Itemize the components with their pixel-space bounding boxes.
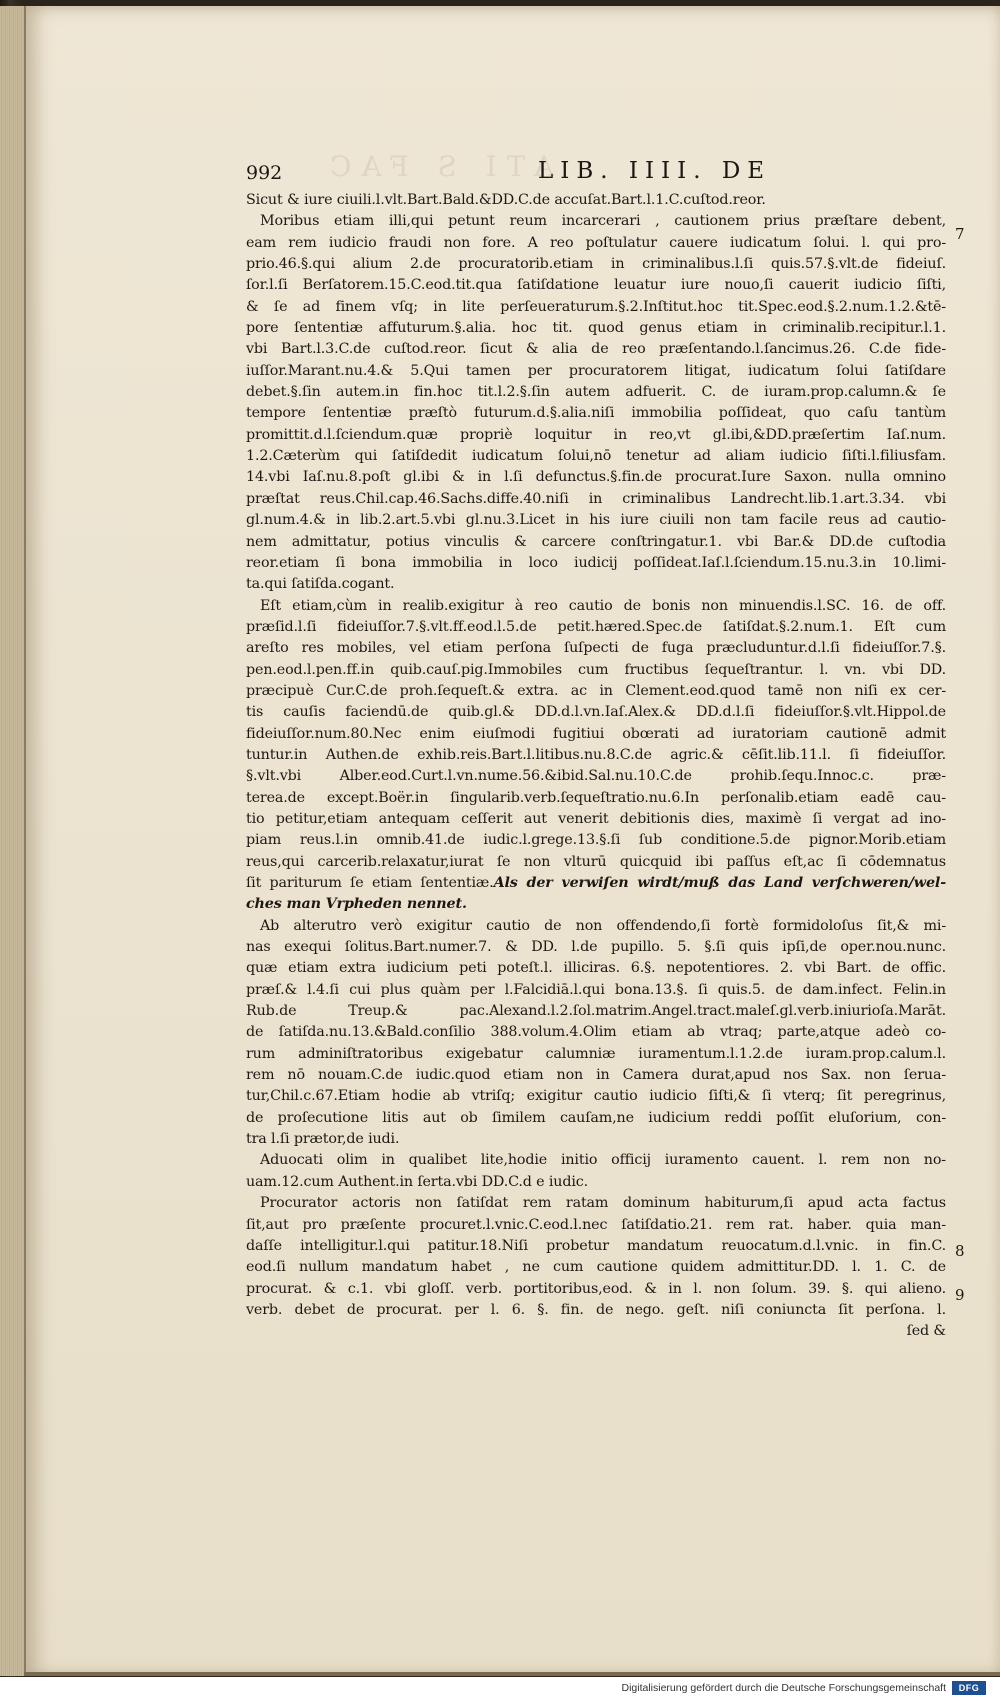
text-line: [246, 510, 946, 531]
line-latin-text: tis cauſis faciendū.de quib.gl.& DD.d.l.vn.Iaſ.Alex.& DD.d.l.ſi fideiuſſor.§.vlt.Hippol.de: [246, 704, 946, 721]
line-latin-text: præſtat reus.Chil.cap.46.Sachs.diffe.40.niſi in criminalibus Landrecht.lib.1.art.3.34. vbi: [246, 490, 946, 507]
text-line: [246, 660, 946, 681]
line-latin-text: fideiuſſor.num.80.Nec enim eiuſmodi fugitiui obœrati ad iuratoriam cautionē admit: [246, 725, 946, 742]
text-line: [246, 1044, 946, 1065]
line-latin-text: de proſecutione litis aut ob ſimilem cauſam,ne iudicium reddi poſſit eluſorium, con-: [246, 1109, 946, 1126]
line-latin-text: Sicut & iure ciuili.l.vlt.Bart.Bald.&DD.C.de accuſat.Bart.l.1.C.cuſtod.reor.: [246, 192, 766, 208]
text-line: [246, 852, 946, 873]
line-latin-text: pore ſententiæ affuturum.§.alia. hoc tit. quod genus etiam in criminalib.recipitur.l.1.: [246, 320, 946, 337]
text-line: [246, 190, 946, 211]
running-head: LIB. IIII. DE: [538, 158, 772, 184]
line-latin-text: rem nō nouam.C.de iudic.quod etiam non in Camera durat,apud nos Sax. non ſerua-: [246, 1067, 946, 1084]
text-line: [246, 1065, 946, 1086]
line-latin-text: quæ etiam extra iudicium peti poteſt.l. illiciras. 6.§. nepotentiores. 2. vbi Bart. de offic.: [246, 960, 946, 977]
text-line: [246, 617, 946, 638]
text-line: [246, 361, 946, 382]
line-latin-text: de ſatiſda.nu.13.&Bald.conſilio 388.volum.4.Olim etiam ab vtraq; parte,atque adeò co-: [246, 1024, 946, 1041]
text-line: [246, 1257, 946, 1278]
text-line: [246, 532, 946, 553]
line-latin-text: 14.vbi Iaſ.nu.8.poſt gl.ibi & in l.ſi defunctus.§.fin.de procurat.Iure Saxon. nulla omnino: [246, 469, 946, 486]
footer-credit: Digitalisierung gefördert durch die Deutsche Forschungsgemeinschaft: [621, 1682, 946, 1694]
text-line: [246, 937, 946, 958]
text-line: [246, 1172, 946, 1193]
text-line: [246, 1215, 946, 1236]
line-latin-text: reor.etiam ſi bona immobilia in loco iudicij poſſideat.Iaſ.l.ſciendum.15.nu.3.in 10.limi-: [246, 554, 946, 571]
page-bottom-edge: [24, 1672, 1000, 1676]
line-latin-text: præſid.l.ſi fideiuſſor.7.§.vlt.ff.eod.l.5.de petit.hæred.Spec.de ſatiſdat.§.2.num.1. Eſt cum: [246, 618, 946, 635]
line-latin-text: gl.num.4.& in lib.2.art.5.vbi gl.nu.3.Licet in his iure ciuili non tam facile reus ad cautio-: [246, 512, 946, 529]
line-latin-text: tra l.ſi prætor,de iudi.: [246, 1131, 400, 1148]
line-german-text: ches man Vrpheden nennet.: [246, 896, 467, 913]
text-line: [246, 254, 946, 275]
text-line: [246, 489, 946, 510]
line-latin-text: præſ.& l.4.ſi cui plus quàm per l.Falcidiā.l.qui bona.13.§. ſi quis.5. de dam.infect. Felin.in: [246, 981, 946, 998]
text-line: [246, 681, 946, 702]
text-line: [246, 574, 946, 595]
line-latin-text: §.vlt.vbi Alber.eod.Curt.l.vn.nume.56.&ibid.Sal.nu.10.C.de prohib.ſequ.Innoc.c. præ-: [246, 768, 946, 785]
text-line: [246, 596, 946, 617]
text-line: [246, 702, 946, 723]
line-latin-text: reus,qui carcerib.relaxatur,iurat ſe non vlturū quicquid ibi paſſus eſt,ac ſi cōdemnatus: [246, 853, 946, 870]
line-latin-text: verb. debet de procurat. per l. 6. §. fin. de nego. geſt. niſi coniuncta ſit perſona. l.: [246, 1301, 946, 1318]
text-line: [246, 1108, 946, 1129]
text-line: [246, 275, 946, 296]
text-line: [246, 446, 946, 467]
line-latin-text: ſor.l.ſi Berſatorem.15.C.eod.tit.qua ſatiſdatione leuatur iure nouo,ſi cauerit iudicio ſiſti,: [246, 277, 946, 294]
line-latin-text: iuſſor.Marant.nu.4.& 5.Qui tamen per procuratorem litigat, iudicatum ſolui ſatiſdare: [246, 362, 946, 379]
line-latin-text: debet.§.ſin autem.in fin.hoc tit.l.2.§.ſin autem adfuerit. C. de iuram.prop.calumn.& ſe: [246, 384, 946, 401]
text-line: [246, 1022, 946, 1043]
line-latin-text: procurat. & c.1. vbi gloſſ. verb. portitoribus,eod. & in l. non ſolum. 39. §. qui alieno.: [246, 1280, 946, 1297]
line-latin-text: tuntur.in Authen.de exhib.reis.Bart.l.litibus.nu.8.C.de agric.& cēſit.lib.11.l. ſi fideiuſſor.: [246, 746, 946, 763]
line-latin-text: vbi Bart.l.3.C.de cuſtod.reor. ſicut & alia de reo præſentando.l.ſancimus.26. C.de fide-: [246, 341, 946, 358]
text-line: [246, 1300, 946, 1321]
text-line: [246, 553, 946, 574]
show-through-text: ATI S FAC: [320, 150, 555, 183]
margin-number-8: 8: [955, 1242, 965, 1260]
text-line: [246, 745, 946, 766]
text-line: [246, 1086, 946, 1107]
margin-number-9: 9: [955, 1286, 965, 1304]
line-latin-text: ſit pariturum ſe etiam ſententiæ.: [246, 875, 494, 891]
line-latin-text: areſto res mobiles, vel etiam perſona ſuſpecti de fuga præcluduntur.d.l.ſi fideiuſſor.7.§.: [246, 640, 946, 657]
text-line: [246, 339, 946, 360]
text-line: [246, 916, 946, 937]
line-latin-text: daſſe intelligitur.l.qui patitur.18.Niſi probetur mandatum reuocatum.d.l.vnic. in fin.C.: [246, 1237, 946, 1254]
page-number: 992: [246, 162, 283, 184]
line-latin-text: piam reus.l.in omnib.41.de iudic.l.grege.13.§.ſi ſub conditione.5.de pignor.Morib.etiam: [246, 832, 946, 849]
line-latin-text: Aduocati olim in qualibet lite,hodie initio officij iuramento cauent. l. rem non no-: [260, 1152, 946, 1169]
line-latin-text: tur,Chil.c.67.Etiam hodie ab vtriſq; exigitur cautio iudicio ſiſti,& ſi vterq; ſit peregrinus,: [246, 1088, 946, 1105]
margin-number-7: 7: [955, 225, 965, 243]
text-line: [246, 1001, 946, 1022]
text-line: [246, 788, 946, 809]
line-latin-text: pen.eod.l.pen.ff.in quib.cauſ.pig.Immobiles cum fructibus ſequeſtrantur. l. vn. vbi DD.: [246, 661, 946, 678]
text-line: [246, 766, 946, 787]
line-latin-text: ta.qui ſatiſda.cogant.: [246, 576, 395, 593]
line-latin-text: Procurator actoris non ſatiſdat rem ratam dominum habiturum,ſi apud acta factus: [260, 1195, 946, 1212]
line-latin-text: eod.ſi nullum mandatum habet , ne cum cautione quidem admittitur.DD. l. 1. C. de: [246, 1259, 946, 1276]
text-line: [246, 467, 946, 488]
line-latin-text: tio petitur,etiam antequam ceſſerit aut venerit debitionis dies, maximè ſi vergat ad ino-: [246, 810, 946, 827]
line-latin-text: Rub.de Treup.& pac.Alexand.l.2.ſol.matrim.Angel.tract.maleſ.gl.verb.iniurioſa.Marāt.: [246, 1003, 946, 1020]
body-text: [246, 190, 946, 1343]
text-line: [246, 233, 946, 254]
line-latin-text: terea.de except.Boër.in ſingularib.verb.ſequeſtratio.nu.6.In perſonalib.etiam eadē cau-: [246, 789, 946, 806]
text-line: [246, 1193, 946, 1214]
line-latin-text: Moribus etiam illi,qui petunt reum incarcerari , cautionem prius præſtare debent,: [260, 213, 946, 230]
line-latin-text: promittit.d.l.ſciendum.quæ propriè loquitur in reo,vt gl.ibi,&DD.præſertim Iaſ.num.: [246, 426, 946, 443]
line-latin-text: Eſt etiam,cùm in realib.exigitur à reo cautio de bonis non minuendis.l.SC. 16. de off.: [260, 597, 946, 614]
text-line: [246, 958, 946, 979]
text-line: [246, 1129, 946, 1150]
text-line: [246, 830, 946, 851]
line-latin-text: eam rem iudicio fraudi non fore. A reo poſtulatur cauere iudicatum ſolui. l. qui pro-: [246, 234, 946, 251]
dfg-logo: DFG: [952, 1681, 986, 1695]
text-line: [246, 809, 946, 830]
line-latin-text: uam.12.cum Authent.in ſerta.vbi DD.C.d e iudic.: [246, 1173, 589, 1190]
text-line: [246, 1236, 946, 1257]
text-line: [246, 894, 946, 915]
line-latin-text: præcipuè Cur.C.de proh.ſequeſt.& extra. ac in Clement.eod.quod tamē non niſi ex cer-: [246, 682, 946, 699]
line-latin-text: 1.2.Cæterùm qui ſatiſdedit iudicatum ſolui,nō tenetur ad aliam iudicio ſiſti.l.filiusfam.: [246, 448, 946, 465]
line-latin-text: rum adminiſtratoribus exigebatur calumniæ iuramentum.l.1.2.de iuram.prop.calum.l.: [246, 1045, 946, 1062]
line-latin-text: prio.46.§.qui alium 2.de procuratorib.etiam in criminalibus.l.ſi quis.57.§.vlt.de fideiuſ.: [246, 256, 946, 273]
line-latin-text: nem admittatur, potius vinculis & carcere conſtringatur.1. vbi Bar.& DD.de cuſtodia: [246, 533, 946, 550]
line-latin-text: Ab alterutro verò exigitur cautio de non offendendo,ſi fortè formidoloſus ſit,& mi-: [260, 917, 946, 934]
text-line: [246, 1279, 946, 1300]
text-line: [246, 873, 946, 894]
page-edges: [0, 6, 27, 1676]
text-line: [246, 724, 946, 745]
text-line: [246, 638, 946, 659]
line-latin-text: tempore ſententiæ præſtò futurum.d.§.alia.niſi immobilia poſſideat, quo caſu tantùm: [246, 405, 946, 422]
line-german-text: Als der verwiſen wirdt/muß das Land verſchweren/wel-: [493, 875, 946, 891]
line-latin-text: & ſe ad finem vſq; in lite perſeueraturum.§.2.Inſtitut.hoc tit.Spec.eod.§.2.num.1.2.&tē-: [246, 298, 946, 315]
line-latin-text: nas exequi ſolitus.Bart.numer.7. & DD. l.de pupillo. 5. §.ſi quis ipſi,de oper.nou.nunc.: [246, 939, 946, 956]
text-line: [246, 1150, 946, 1171]
text-line: [246, 297, 946, 318]
text-line: [246, 980, 946, 1001]
text-line: [246, 403, 946, 424]
text-line: [246, 211, 946, 232]
line-latin-text: ſit,aut pro præſente procuret.l.vnic.C.eod.l.nec ſatiſdatio.21. rem rat. haber. quia man-: [246, 1216, 946, 1233]
text-line: [246, 425, 946, 446]
catchword: ſed &: [906, 1323, 946, 1340]
text-line: [246, 318, 946, 339]
text-line: [246, 382, 946, 403]
